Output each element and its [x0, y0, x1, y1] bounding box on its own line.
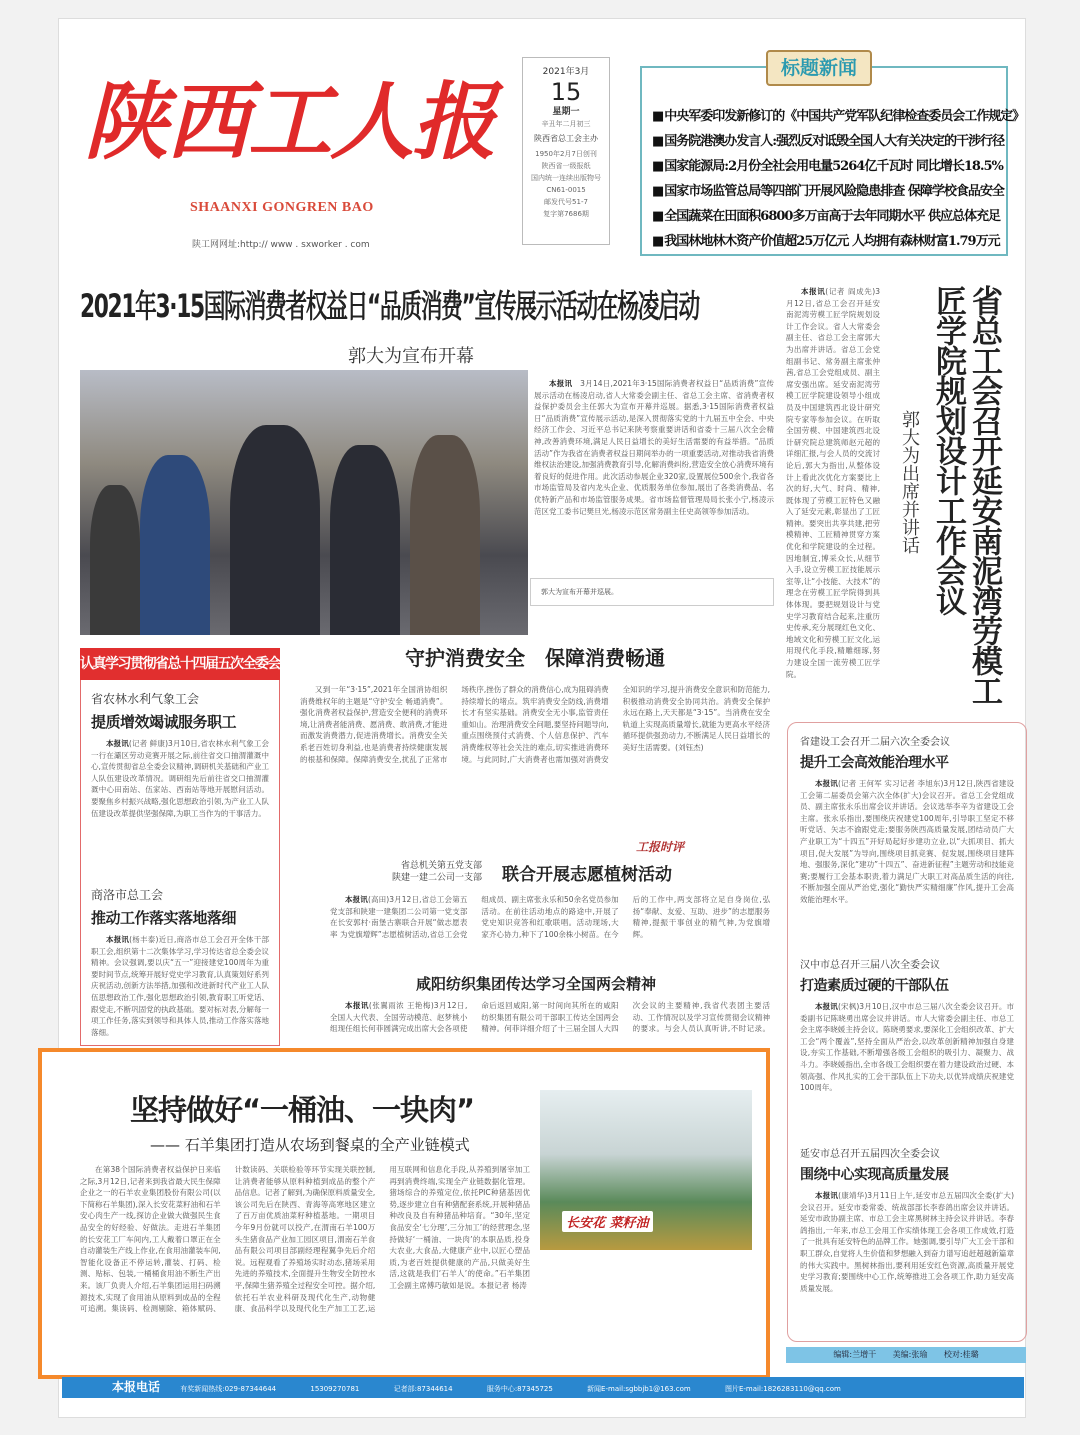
masthead-logo: 陕西工人报 — [84, 72, 495, 171]
hotline: 有奖新闻热线:029-87344644 — [180, 1385, 277, 1393]
date-box — [522, 57, 610, 245]
article-kicker: 省农林水利气象工会 — [91, 692, 200, 706]
left-column-banner: 认真学习贯彻省总十四届五次全委会议精神 — [80, 648, 280, 680]
news-email[interactable]: 新闻E-mail:sgbbjb1@163.com — [587, 1385, 691, 1393]
footer-label: 本报电话 — [112, 1380, 161, 1394]
headline-news-item[interactable]: ■ 国家能源局:2月份全社会用电量5264亿千瓦时 同比增长18.5% — [652, 154, 1006, 179]
article-body: 本报讯(宋枫)3月10日,汉中市总三届八次全委会议召开。市委副书记陈晓勇出席会议并讲话。市人大常委会副主任、市总工会主席李晓媛主持会议。陈晓勇要求,要深化工会组织改革、扩大工会“两个覆盖”,坚持全面从严治会,以改革创新精神加强自身建设,夯实工作基础,不断增强各级工会组织的吸引力、凝聚力、战斗力。李晓媛指出,全市各级工会组织要在着力建设政治过硬、本领高强、作风扎实的工会干部队伍上下功夫,以优异成绩庆祝建党100周年。 — [800, 1002, 1014, 1093]
headline-news-item[interactable]: ■ 国家市场监管总局等四部门开展风险隐患排查 保障学校食品安全 — [652, 179, 1006, 204]
right-column-box — [787, 722, 1027, 1342]
issue-number: 复字第7686期 — [543, 210, 589, 218]
article-body: 本报讯(记者 王何军 实习记者 李旭东)3月12日,陕西省建设工会第二届委员会第六次全体(扩大)会议召开。省总工会党组成员、副主席张永乐出席会议并讲话。会议选举李辛为省建设工会主席。张永乐指出,要围绕庆祝建党100周年,引导职工坚定不移听党话、矢志不渝跟党走;要服务陕西高质量发展,团结动员广大产业职工为“十四五”开好局起好步建功立业,以“大抓项目、抓大项目,促大发展”为导向,围绕项目抓竞赛、促发展,围绕项目建阵地、强服务,深化“建功”十四五”、奋进新征程”主题劳动和技能竞赛;要履行工会基本职责,着力满足广大职工对高品质生活的向往,不断加强全面从严治党,强化“勤快严实精细廉”作风,提升工会高效能治理水平。 — [800, 779, 1014, 904]
postal-code: 邮发代号51-7 — [544, 198, 588, 206]
photo-brand-sign: 长安花 菜籽油 — [562, 1211, 653, 1232]
feature-photo — [540, 1090, 752, 1250]
feature-body: 在第38个国际消费者权益保护日来临之际,3月12日,记者来到我省最大民生保障企业之一的石羊农业集团股份有限公司(以下简称石羊集团),深入长安花菜籽油和石羊安心肉生产一线,探访企业做大做强民生食品安全的好经验、好做法。走进石羊集团的长安花工厂车间内,工人戴着口罩正在全自动灌装生产线上作业,在食用油灌装车间,智能化设备正不停运转,灌装、打码、检测、贴标、包装,一桶桶食用油不断生产出来。该厂负责人介绍,石羊集团运用扫码溯源技术,实现了食用油从原料到成品的全程可追溯。集读码、检测剔除、箱体赋码、计数读码、关联检验等环节实现关联控制,让消费者能够从原料种植到成品的整个产品信息。记者了解到,为确保原料质量安全,该公司先后在陕西、青海等高寒地区建立了百万亩优质油菜籽种植基地。一期项目今年9月份就可以投产,在渭南石羊100万头生猪食品产业加工园区项目,渭南石羊食品有限公司项目部副经理程翼争先后介绍说。远程观看了养殖场实时动态,猪场采用先进的养殖技术,全面提升生物安全防控水平,保障生猪养殖全过程安全可控。据介绍,依托石羊农业科研及现代化生产,动物健康、食品科学以及现代化生产加工工艺,运用互联网和信息化手段,从养殖到屠宰加工再到消费终端,实现全产业链数据化管理。猪场综合的养殖定位,依托PIC种猪基因优势,逐步建立自有种猪配套系统,开展种猪品种改良及自有种猪品种培育。“30年,坚定食品安全‘七分理’,三分加工’的经营理念,坚持做好‘一桶油、一块肉’的本职品质,投身大农业,大食品,大健康产业中,以匠心塑品质,为老百姓提供健康的产品,只做美好生活,这就是我们‘石羊人’的使命。”石羊集团工会副主席傅巧敏如是说。本报记者 杨涛 — [80, 1165, 530, 1314]
lunar-date: 辛丑年二月初三 — [541, 120, 591, 128]
editor-credit: 编辑:兰增干 — [833, 1350, 877, 1359]
article-headline[interactable]: 推动工作落实落地落细 — [91, 909, 237, 927]
tree-headline[interactable]: 联合开展志愿植树活动 — [502, 865, 672, 885]
day: 15 — [550, 78, 582, 106]
article-body: 本报讯(杨丰泰)近日,商洛市总工会召开全体干部职工会,组织第十二次集体学习,学习传达省总全委会议精神。会议强调,要以庆“五一”迎接建党100周年为重要时间节点,统筹开展好党史学习教育,认真策划好系列庆祝活动,创新方法举措,加强和改进新时代产业工人队伍思想政治工作,强化思想政治引领,教育职工听党话、跟党走,不断巩固党的执政基础。要对标对表,分解每一项工作任务,落实到领导和具体人员,推动工作落实落地落细。 — [91, 935, 269, 1037]
feature-headline[interactable]: 坚持做好“一桶油、一块肉” — [130, 1093, 475, 1127]
headline-news-title: 标题新闻 — [766, 50, 872, 86]
proof-credit: 校对:桂璐 — [943, 1350, 979, 1359]
weekday: 星期一 — [552, 107, 580, 117]
masthead-english-name: SHAANXI GONGREN BAO — [190, 200, 374, 215]
cn-number: CN61-0015 — [546, 186, 586, 194]
headline-news-item[interactable]: ■ 中央军委印发新修订的《中国共产党军队纪律检查委员会工作规定》 — [652, 104, 1006, 129]
footer-contact-bar — [62, 1377, 1024, 1398]
article-kicker: 商洛市总工会 — [91, 888, 164, 902]
lead-headline[interactable]: 2021年3·15国际消费者权益日“品质消费”宣传展示活动在杨凌启动 — [80, 287, 699, 325]
lead-photo-caption: 郭大为宣布开幕并巡展。 — [530, 578, 774, 606]
commentary-body: 又到一年“3·15”,2021年全国消协组织消费维权年的主题是“守护安全 畅通消费”。强化消费者权益保护,营造安全便利的消费环境,让消费者能消费、愿消费、敢消费,才能进而激发消费潜力,促进消费增长。消费安全关系老百姓切身利益,也是消费者持续健康发展的根基和保障。保障消费安全,扰乱了正常市场秩序,挫伤了群众的消费信心,成为阻碍消费持续增长的堵点。筑牢消费安全防线,消费增长才有坚实基础。消费安全无小事,监管责任重如山。治理消费安全问题,要坚持问题导向,重点围绕预付式消费、个人信息保护、汽车消费维权等社会关注的难点,切实推进消费环境。与此同时,广大消费者也需加强对消费安全知识的学习,提升消费安全意识和防范能力,积极推动消费安全协同共治。消费安全保护永远在路上,天天都是“3·15”。当消费在安全轨道上实现高质量增长,就能为更高水平经济循环提供强劲动力,不断满足人民日益增长的美好生活需要。(刘钰杰) — [300, 685, 770, 764]
issn-label: 国内统一连续出版物号 — [531, 174, 601, 182]
headline-news-item[interactable]: ■ 全国蔬菜在田面积6800多万亩高于去年同期水平 供应总体充足 — [652, 204, 1006, 229]
commentary-stamp: 工报时评 — [636, 840, 685, 854]
rank: 陕西省一级报纸 — [541, 162, 591, 170]
article-kicker: 汉中市总召开三届八次全委会议 — [800, 960, 940, 971]
lead-photo — [80, 370, 528, 635]
feature-subheadline: —— 石羊集团打造从农场到餐桌的全产业链模式 — [150, 1136, 470, 1154]
lead-body: 本报讯 3月14日,2021年3·15国际消费者权益日“品质消费”宣传展示活动在杨凌启动,省人大常委会副主任、省总工会主席、省消费者权益保护委员会主任郭大为宣布开幕并巡展。据悉,3·15国际消费者权益日“品质消费”宣传展示活动,是深入贯彻落实党的十九届五中全会、中央经济工作会、习近平总书记来陕考察重要讲话和省委十三届八次全会精神,改善消费环境,满足人民日益增长的美好生活需要的有益举措。“品质活动”作为我省在消费者权益日期间举办的一项重要活动,对推动我省消费维权法治建设,加强消费教育引导,化解消费纠纷,营造安全放心消费环境有着良好的促进作用。此次活动参展企业320家,设置展位500余个,我省各市场监管局及省内龙头企业、优质服务单位参加,展出了各类消费品、名优特新产品和市场监管服务成果。省市场监督管理局局长张小宁,杨凌示范区党工委书记樊旦光,杨凌示范区常务副主任史高领等参加活动。 — [534, 379, 774, 516]
article-headline[interactable]: 打造素质过硬的干部队伍 — [800, 978, 949, 994]
photo-email[interactable]: 图片E-mail:1826283110@qq.com — [724, 1385, 841, 1393]
left-column-box — [80, 680, 280, 1046]
headline-news-item[interactable]: ■ 我国林地林木资产价值超25万亿元 人均拥有森林财富1.79万元 — [652, 229, 1006, 254]
headline-news-box — [640, 66, 1025, 256]
kicker-1: 省总机关第五党支部 — [401, 861, 483, 871]
article-headline[interactable]: 提质增效竭诚服务职工 — [91, 713, 237, 731]
side-feature-subheadline: 郭大为出席并讲话 — [899, 410, 920, 554]
reporters-phone: 记者部:87344614 — [393, 1385, 453, 1393]
commentary-headline[interactable]: 守护消费安全 保障消费畅通 — [405, 646, 665, 670]
sponsor: 陕西省总工会主办 — [534, 134, 598, 143]
headline-news-item[interactable]: ■ 国务院港澳办发言人:强烈反对诋毁全国人大有关决定的干涉行径 — [652, 129, 1006, 154]
credits-bar — [786, 1347, 1026, 1363]
lead-subheadline: 郭大为宣布开幕 — [348, 346, 474, 367]
article-kicker: 省建设工会召开二届六次全委会议 — [800, 737, 950, 748]
xianyang-headline[interactable]: 咸阳纺织集团传达学习全国两会精神 — [416, 975, 657, 993]
article-body: 本报讯(康靖华)3月11日上午,延安市总五届四次全委(扩大)会议召开。延安市委常委、统战部部长李春鸽出席会议并讲话。延安市政协副主席、市总工会主席黑树林主持会议并讲话。李春鸽指出,一年来,市总工会用工作实绩体现工会各项工作成效,打造了一批具有延安特色的品牌工作。她强调,要引导广大工会干部和职工群众,自觉将人生价值和梦想融入到奋力谱写追赶超越新篇章的伟大实践中。黑树林指出,要利用延安红色资源,高质量开展党史学习教育;要围绕中心工作,统筹推进工会各项工作,助力延安高质量发展。 — [800, 1191, 1014, 1293]
article-headline[interactable]: 提升工会高效能治理水平 — [800, 755, 949, 771]
side-feature-headline[interactable]: 省总工会召开延安南泥湾劳模工匠学院规划设计工作会议 — [930, 285, 1002, 705]
kicker-2: 陕建一建二公司一支部 — [392, 873, 483, 883]
tree-body: 本报讯(高田)3月12日,省总工会第五党支部和陕建一建集团二公司第一党支部在长安郭村·南堡古寨联合开展“做志愿表率 为党旗增辉”志愿植树活动,省总工会党组成员、副主席张永乐和50余名党员参加活动。在前往活动地点的路途中,开展了党史知识竞答和红歌联唱。活动现场,大家齐心协力,种下了100余株小树苗。在今后的工作中,两支部将立足自身岗位,弘扬“奉献、友爱、互助、进步”的志愿服务精神,提振干事创业的精气神,为党旗增辉。 — [330, 895, 770, 939]
year-month: 2021年3月 — [542, 67, 590, 77]
founded: 1950年2月7日创刊 — [535, 150, 597, 158]
xianyang-body: 本报讯(张翼雨浓 王艳梅)3月12日,全国人大代表、全国劳动模范、赵梦桃小组现任组长何菲圆满完成出席大会各项使命后返回咸阳,第一时间向其所在的咸阳纺织集团有限公司干部职工传达全国两会精神。何菲详细介绍了十三届全国人大四次会议的主要精神,我省代表团主要活动、工作情况以及学习宣传贯彻会议精神的要求。与会人员认真听讲,不时记录。 — [330, 1001, 770, 1034]
article-headline[interactable]: 围绕中心实现高质量发展 — [800, 1167, 949, 1183]
mobile: 15309270781 — [310, 1385, 360, 1393]
art-credit: 美编:张瑜 — [892, 1350, 928, 1359]
website-url[interactable]: 陕工网网址:http:// www . sxworker . com — [192, 240, 370, 250]
article-body: 本报讯(记者 鲜康)3月10日,省农林水利气象工会一行在灞区劳动竞赛开展之际,前往省交口抽渭灌溉中心,宣传贯彻省总全委会议精神,调研机关基础和产业工人队伍建设改革情况。调研组先后前往省交口抽渭灌溉中心田南站、伍家站、西南站等地开展慰问活动。要聚焦乡村振兴战略,强化思想政治引领,为产业工人队伍建设改革提供坚强保障,为职工当作为的干事活力。 — [91, 739, 269, 818]
service-phone: 服务中心:87345725 — [486, 1385, 553, 1393]
article-kicker: 延安市总召开五届四次全委会议 — [800, 1149, 940, 1160]
side-feature-body: 本报讯(记者 阎成先)3月12日,省总工会召开延安南泥湾劳模工匠学院规划设计工作会议。省人大常委会副主任、省总工会主席郭大为出席并讲话。省总工会党组副书记、常务副主席张仲茜,省总工会党组成员、副主席安强出席。延安南泥湾劳模工匠学院建设领导小组成员及中国建筑西北设计研究院专家等参加会议。在听取全国劳模、中国建筑西北设计研究院总建筑师赵元超的详细汇报,与会人员的交流讨论后,郭大为指出,从整体设计上看此次优化方案要比上次的好,大气、时尚、精神,既体现了劳模工匠特色又融入了延安元素,彰显出了工匠精神。要突出共享共建,把劳模精神、工匠精神贯穿方案优化和学院建设的全过程。因地制宜,博采众长,从细节入手,设立劳模工匠技能展示室等,让“小技能、大技术”的理念在劳模工匠学院得到具体体现。要把规划设计与党史学习教育结合起来,注重历史传承,充分展现红色文化、地域文化和劳模工匠文化,运用现代化手段,精雕细琢,努力建设全国一流劳模工匠学院。 — [786, 287, 880, 679]
tree-kickers — [392, 860, 482, 884]
